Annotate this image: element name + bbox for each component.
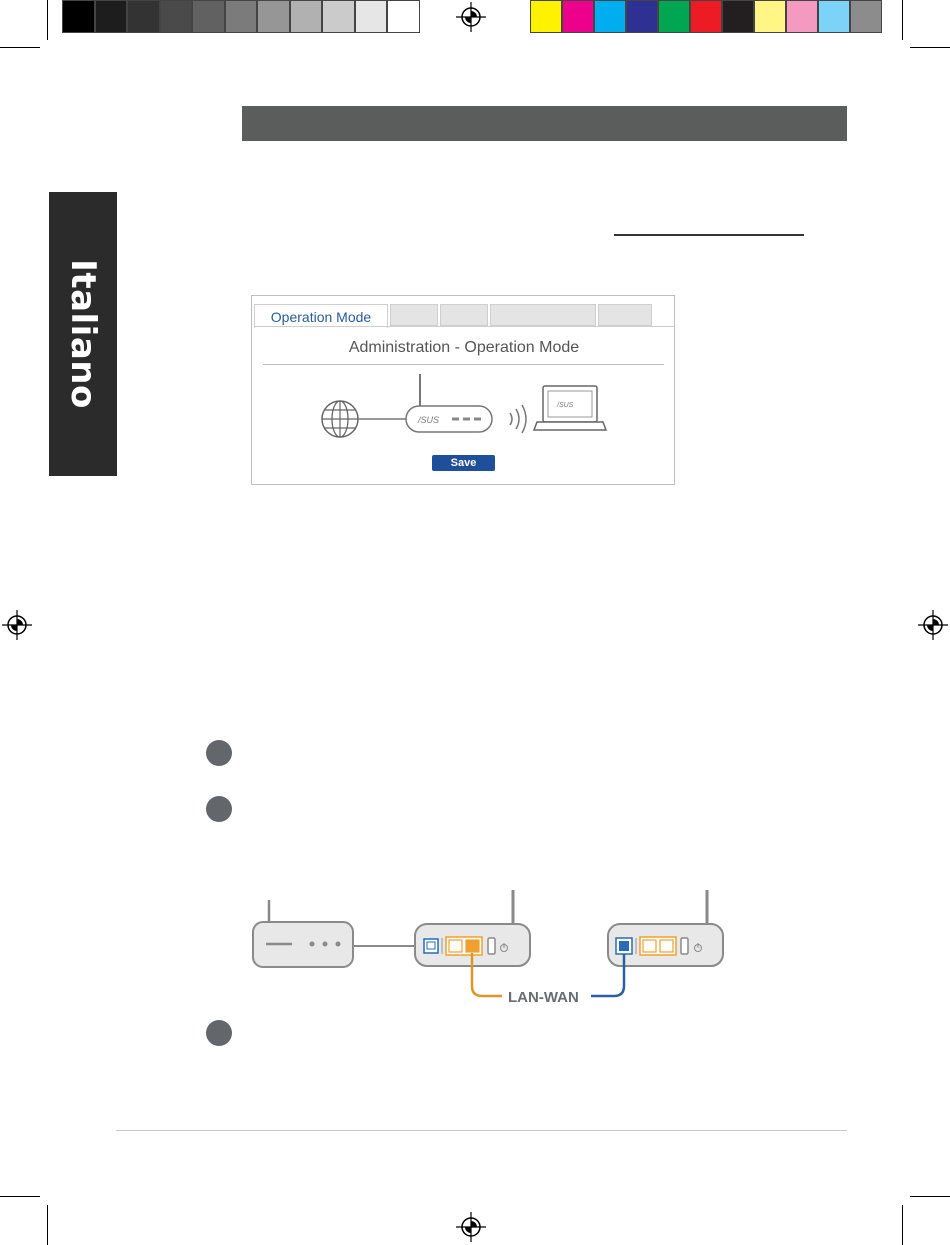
color-swatch: [818, 0, 850, 33]
link-underline: [614, 234, 804, 236]
lan-wan-label: LAN-WAN: [508, 989, 579, 1006]
tab-2[interactable]: [390, 304, 438, 326]
color-swatch: [594, 0, 626, 33]
tab-divider: [254, 326, 674, 327]
gray-swatch: [192, 0, 225, 33]
color-swatch: [786, 0, 818, 33]
step-bullet: [206, 1020, 232, 1046]
language-side-tab: [49, 192, 117, 476]
gray-swatch: [290, 0, 323, 33]
registration-mark-icon: [918, 610, 948, 640]
router-icon: [406, 374, 492, 432]
tab-5[interactable]: [598, 304, 652, 326]
modem-icon: [253, 900, 353, 967]
gray-swatch: [225, 0, 258, 33]
tab-operation-mode[interactable]: Operation Mode: [254, 304, 388, 328]
crop-mark: [910, 1196, 950, 1197]
crop-mark: [47, 0, 48, 40]
crop-mark: [0, 1196, 40, 1197]
color-swatch: [850, 0, 882, 33]
laptop-brand: /SUS: [557, 402, 574, 409]
color-swatch: [562, 0, 594, 33]
section-header-bar: [242, 106, 847, 141]
footer-rule: [116, 1130, 847, 1131]
color-swatch: [722, 0, 754, 33]
globe-icon: [322, 401, 358, 437]
gray-swatch: [387, 0, 420, 33]
step-bullet: [206, 740, 232, 766]
crop-mark: [0, 47, 40, 48]
panel-title: Administration - Operation Mode: [348, 339, 580, 356]
color-swatch: [658, 0, 690, 33]
tab-3[interactable]: [440, 304, 488, 326]
crop-mark: [910, 47, 950, 48]
crop-mark: [47, 1205, 48, 1245]
connection-diagram: [240, 880, 740, 1010]
registration-mark-icon: [456, 2, 486, 32]
gray-swatch: [355, 0, 388, 33]
wan-port-icon: [424, 939, 438, 953]
tab-row: [254, 304, 674, 326]
mode-illustration: [252, 366, 676, 446]
usb-port-icon: [488, 938, 495, 954]
step-bullet: [206, 796, 232, 822]
tab-4[interactable]: [490, 304, 596, 326]
color-swatch: [690, 0, 722, 33]
language-label: Italiano: [63, 259, 103, 409]
save-button[interactable]: Save: [432, 455, 495, 471]
title-divider: [263, 364, 664, 365]
gray-swatch: [95, 0, 128, 33]
gray-swatch: [127, 0, 160, 33]
crop-mark: [902, 0, 903, 40]
gray-swatch: [62, 0, 95, 33]
wifi-waves-icon: [510, 405, 526, 433]
gray-swatch: [322, 0, 355, 33]
router-brand: /SUS: [418, 415, 440, 425]
gray-swatch: [257, 0, 290, 33]
color-swatch: [530, 0, 562, 33]
usb-port-icon: [681, 938, 688, 954]
color-swatch: [626, 0, 658, 33]
laptop-icon: [534, 386, 606, 430]
crop-mark: [902, 1205, 903, 1245]
registration-mark-icon: [2, 610, 32, 640]
operation-mode-panel: [251, 295, 675, 485]
gray-swatch: [160, 0, 193, 33]
color-swatch: [754, 0, 786, 33]
registration-mark-icon: [456, 1212, 486, 1242]
